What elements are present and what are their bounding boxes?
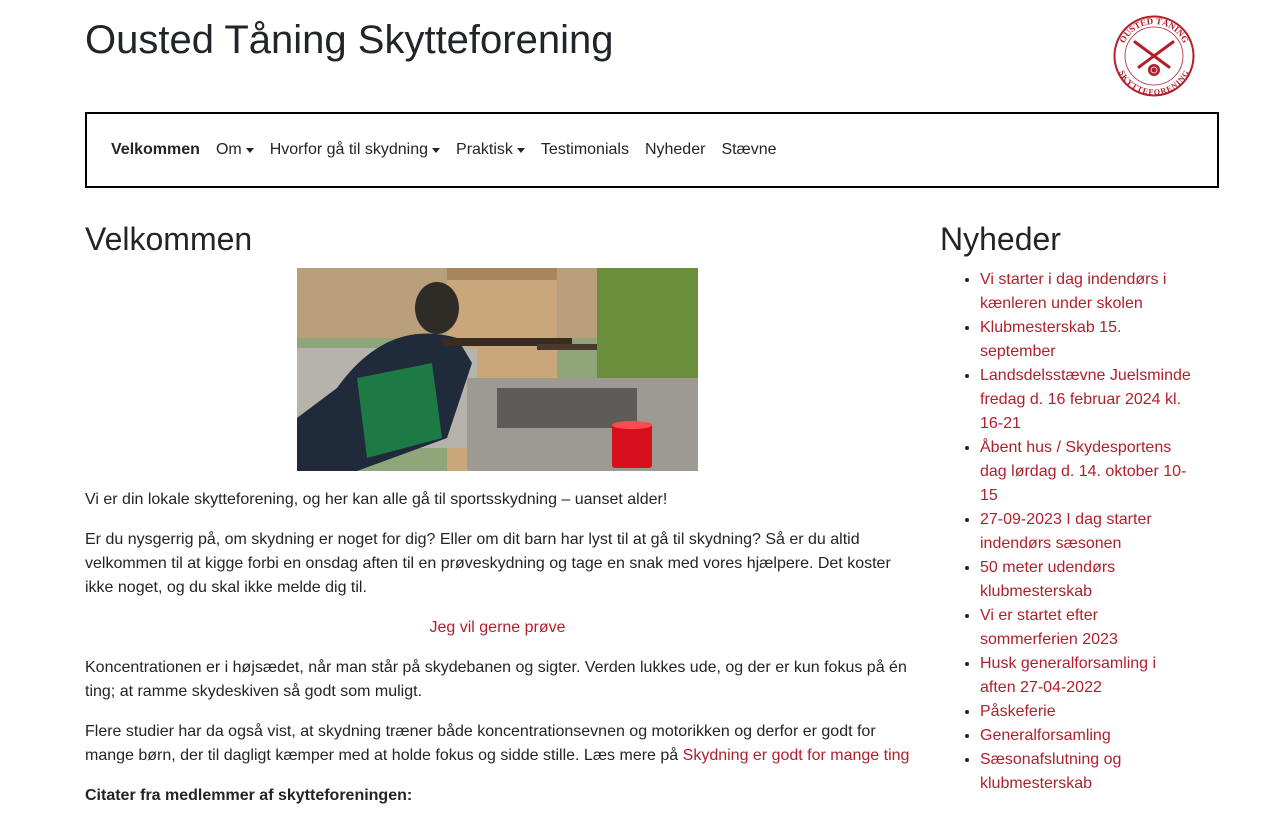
nav-label: Praktisk	[456, 141, 513, 158]
concentration-paragraph: Koncentrationen er i højsædet, når man står på skydebanen og sigter. Verden lukkes ude, og der er kun fokus på én ting; at ramme skydeskiven så godt som muligt.	[85, 659, 907, 700]
list-item	[980, 364, 1195, 436]
news-link[interactable]: 27-09-2023 I dag starter indendørs sæsonen	[980, 511, 1152, 552]
try-link[interactable]: Jeg vil gerne prøve	[429, 619, 566, 636]
hero-image	[297, 268, 698, 471]
list-item	[980, 316, 1195, 364]
site-title[interactable]: Ousted Tåning Skytteforening	[85, 18, 614, 62]
news-link[interactable]: Generalforsamling	[980, 727, 1111, 744]
nav-label: Velkommen	[111, 141, 200, 158]
club-logo-icon[interactable]	[1113, 15, 1195, 97]
caret-down-icon	[246, 148, 254, 153]
logo-top-text: OUSTED TÅNING	[1117, 15, 1191, 45]
page-container	[85, 0, 1195, 804]
news-list	[940, 268, 1195, 796]
studies-text: Flere studier har da også vist, at skydning træner både koncentrationsevnen og motorikken og derfor er godt for mange børn, der til dagligt kæmper med at holde fokus og sidde stille. Læs mere på	[85, 723, 876, 764]
nav-praktisk-dropdown[interactable]	[448, 138, 533, 162]
list-item	[980, 652, 1195, 700]
curious-paragraph: Er du nysgerrig på, om skydning er noget for dig? Eller om dit barn har lyst til at gå til skydning? Så er du altid velkommen til at kigge forbi en onsdag aften til en prøveskydning og tage en snak med vores hjælpere. Det koster ikke noget, og du skal ikke melde dig til.	[85, 531, 891, 596]
news-link[interactable]: Sæsonafslutning og klubmesterskab	[980, 751, 1122, 792]
quotes-heading: Citater fra medlemmer af skytteforeningen:	[85, 787, 413, 804]
site-header	[85, 0, 1195, 112]
news-link[interactable]: Husk generalforsamling i aften 27-04-2022	[980, 655, 1157, 696]
nav-label: Om	[215, 141, 242, 158]
main-navbar	[85, 112, 1219, 188]
list-item	[980, 556, 1195, 604]
caret-down-icon	[517, 148, 525, 153]
news-link[interactable]: Påskeferie	[980, 703, 1056, 720]
list-item	[980, 748, 1195, 796]
news-link[interactable]: Åbent hus / Skydesportens dag lørdag d. 14. oktober 10-15	[980, 439, 1187, 504]
caret-down-icon	[432, 148, 440, 153]
news-link[interactable]: Vi er startet efter sommerferien 2023	[980, 607, 1118, 648]
list-item	[980, 724, 1195, 748]
nav-label: Nyheder	[644, 141, 706, 158]
nav-label: Testimonials	[540, 141, 629, 158]
benefits-link[interactable]: Skydning er godt for mange ting	[682, 747, 910, 764]
nav-staevne[interactable]	[713, 138, 784, 162]
main-content	[85, 218, 910, 824]
nav-om-dropdown[interactable]	[208, 138, 262, 162]
list-item	[980, 508, 1195, 556]
news-link[interactable]: Vi starter i dag indendørs i kænleren under skolen	[980, 271, 1167, 312]
list-item	[980, 700, 1195, 724]
page-heading: Velkommen	[85, 221, 253, 257]
logo-bottom-text: SKYTTEFORENING	[1117, 68, 1191, 97]
intro-paragraph: Vi er din lokale skytteforening, og her kan alle gå til sportsskydning – uanset alder!	[85, 491, 668, 508]
news-link[interactable]: 50 meter udendørs klubmesterskab	[980, 559, 1116, 600]
nav-testimonials[interactable]	[533, 138, 637, 162]
studies-paragraph	[85, 720, 910, 768]
news-sidebar	[940, 218, 1195, 796]
nav-velkommen[interactable]	[111, 138, 208, 162]
sidebar-heading: Nyheder	[940, 221, 1061, 257]
nav-label: Stævne	[721, 141, 777, 158]
list-item	[980, 436, 1195, 508]
cta-paragraph	[85, 616, 910, 640]
nav-label: Hvorfor gå til skydning	[269, 141, 429, 158]
nav-nyheder[interactable]	[637, 138, 713, 162]
news-link[interactable]: Klubmesterskab 15. september	[980, 319, 1122, 360]
nav-hvorfor-dropdown[interactable]	[262, 138, 448, 162]
list-item	[980, 268, 1195, 316]
news-link[interactable]: Landsdelsstævne Juelsminde fredag d. 16 februar 2024 kl. 16-21	[980, 367, 1191, 432]
list-item	[980, 604, 1195, 652]
